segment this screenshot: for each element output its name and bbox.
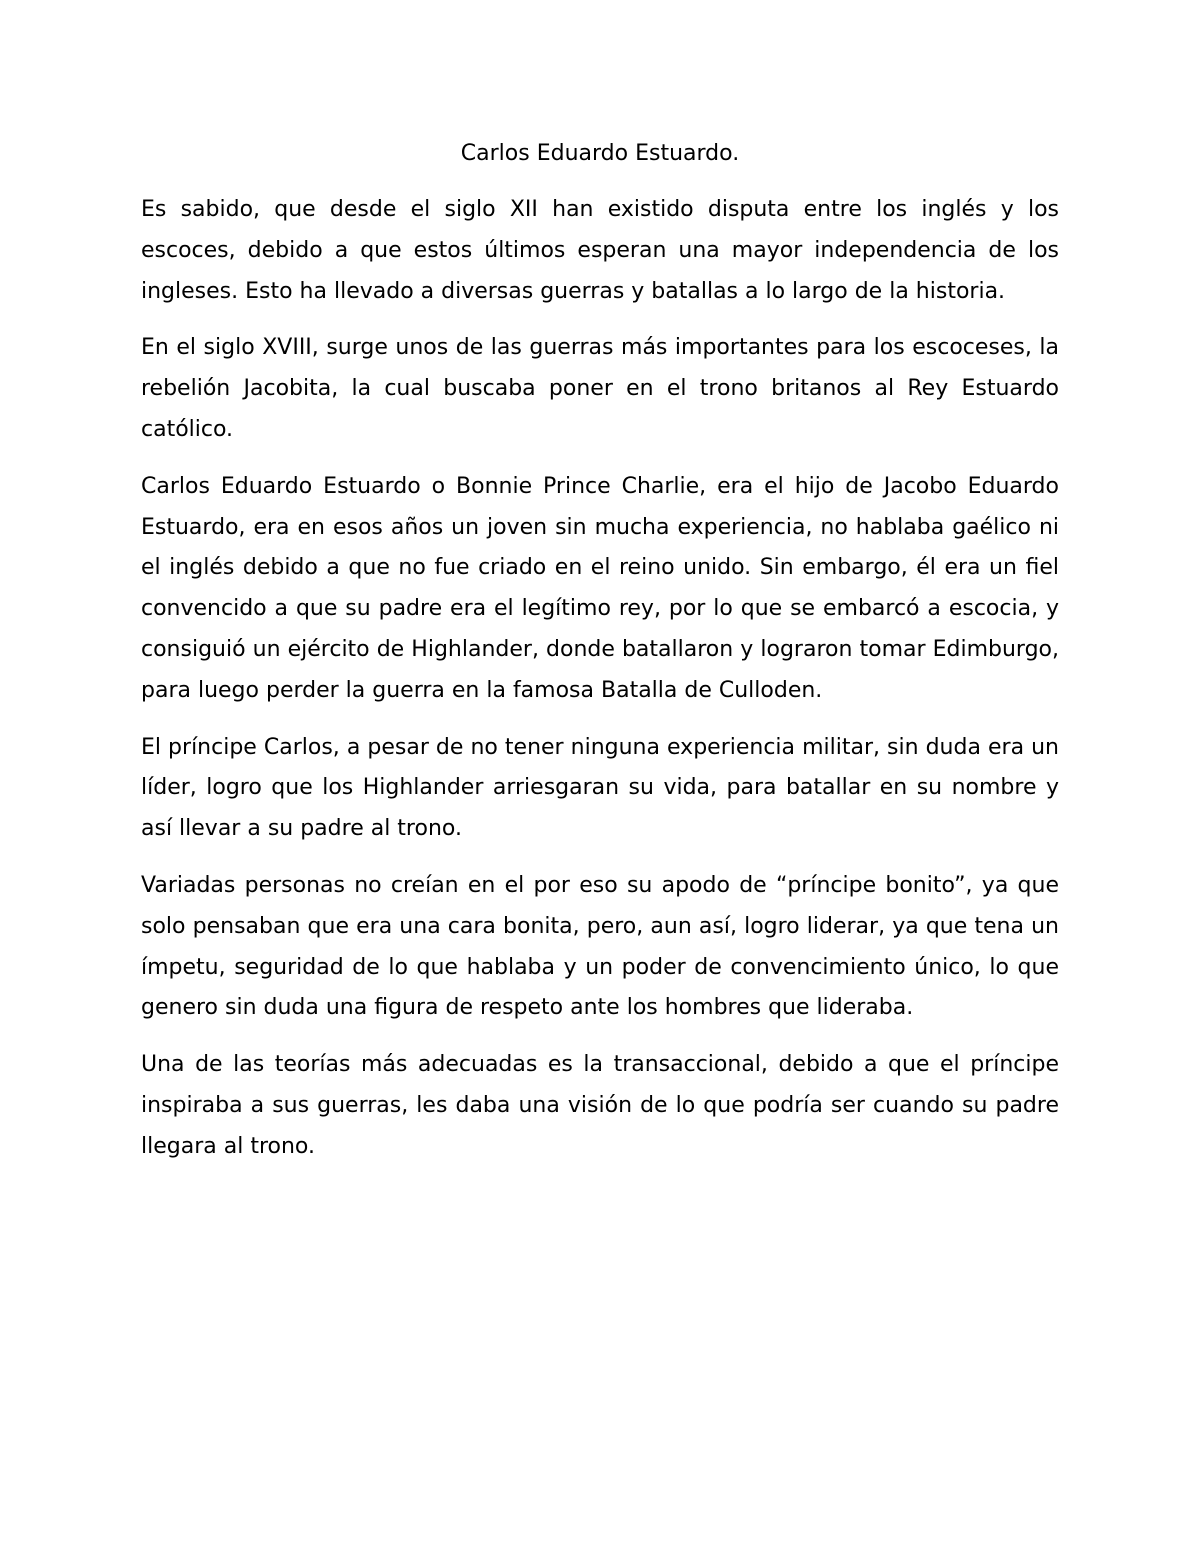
- document-title: Carlos Eduardo Estuardo.: [460, 141, 740, 166]
- paragraph-leadership: El príncipe Carlos, a pesar de no tener ninguna experiencia militar, sin duda era un líder, logro que los Highlander arriesgaran su vida, para batallar en su nombre y así llevar a su padre al trono.: [141, 734, 1059, 842]
- document-body: [141, 134, 1059, 1168]
- paragraph-nickname: Variadas personas no creían en el por eso su apodo de “príncipe bonito”, ya que solo pensaban que era una cara bonita, pero, aun así, logro liderar, ya que tena un ímpetu, seguridad de lo que hablaba y un poder de convencimiento único, lo que genero sin duda una figura de respeto ante los hombres que lideraba.: [141, 872, 1059, 1021]
- paragraph-intro: Es sabido, que desde el siglo XII han existido disputa entre los inglés y los escoces, debido a que estos últimos esperan una mayor independencia de los ingleses. Esto ha llevado a diversas guerras y batallas a lo largo de la historia.: [141, 197, 1059, 304]
- paragraph-transactional-theory: Una de las teorías más adecuadas es la transaccional, debido a que el príncipe inspiraba a sus guerras, les daba una visión de lo que podría ser cuando su padre llegara al trono.: [141, 1052, 1059, 1159]
- paragraph-bonnie-prince-charlie: Carlos Eduardo Estuardo o Bonnie Prince Charlie, era el hijo de Jacobo Eduardo Estuardo, era en esos años un joven sin mucha experiencia, no hablaba gaélico ni el inglés debido a que no fue criado en el reino unido. Sin embargo, él era un fiel convencido a que su padre era el legítimo rey, por lo que se embarcó a escocia, y consiguió un ejército de Highlander, donde batallaron y lograron tomar Edimburgo, para luego perder la guerra en la famosa Batalla de Culloden.: [141, 473, 1059, 703]
- paragraph-jacobite-rebellion: En el siglo XVIII, surge unos de las guerras más importantes para los escoceses, la rebelión Jacobita, la cual buscaba poner en el trono britanos al Rey Estuardo católico.: [141, 335, 1059, 442]
